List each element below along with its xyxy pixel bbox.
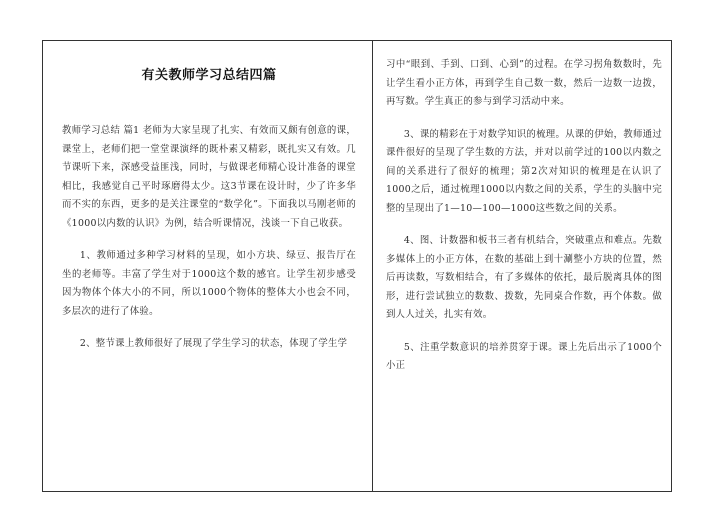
document-title: 有关教师学习总结四篇 [141,68,277,83]
paragraph-intro: 教师学习总结 篇1 老师为大家呈现了扎实、有效而又颇有创意的课，课堂上，老师们把一堂堂课演绎的既朴素又精彩，既扎实又有效。几节课听下来，深感受益匪浅，同时，与做课老师精心设计准备的课堂相比，我感觉自己平时琢磨得太少。这3节课在设计时，少了许多华而不实的东西，更多的是关注课堂的“数学化”。下面我以马刚老师的《1000以内数的认识》为例，结合听课情况，浅谈一下自己收获。 [62,125,356,229]
paragraph-point-2-cont: 习中“眼到、手到、口到、心到”的过程。在学习拐角数数时，先让学生看小正方体，再到学生自己数一数，然后一边数一边拨，再写数。学生真正的参与到学习活动中来。 [386,59,662,107]
left-column [62,122,356,354]
paragraph-point-4: 4、图、计数器和板书三者有机结合，突破重点和难点。先数多媒体上的小正方体，在数的基础上到十涮整小方块的位置，然后再读数，写数相结合，有了多媒体的依托，最后脱离具体的图形，进行尝试独立的数数、拨数，先同桌合作数，再个体数。做到人人过关，扎实有效。 [386,235,662,320]
column-divider [372,40,373,492]
paragraph-point-2: 2、整节课上教师很好了展现了学生学习的状态，体现了学生学 [79,338,348,349]
right-column [386,56,662,376]
paragraph-point-3: 3、课的精彩在于对数学知识的梳理。从课的伊始，教师通过课件很好的呈现了学生数的方法，并对以前学过的100以内数之间的关系进行了很好的梳理；第2次对知识的梳理是在认识了1000之后，通过梳理1000以内数之间的关系，学生的头脑中完整的呈现出了1—10—100—1000这些数之间的关系。 [386,128,662,214]
paragraph-point-5: 5、注重学数意识的培养贯穿于课。课上先后出示了1000个小正 [386,341,662,371]
paragraph-point-1: 1、教师通过多种学习材料的呈现，如小方块、绿豆、报告厅在坐的老师等。丰富了学生对于1000这个数的感官。让学生初步感受因为物体个体大小的不同，所以1000个物体的整体大小也会不同，多层次的进行了体验。 [62,250,356,317]
